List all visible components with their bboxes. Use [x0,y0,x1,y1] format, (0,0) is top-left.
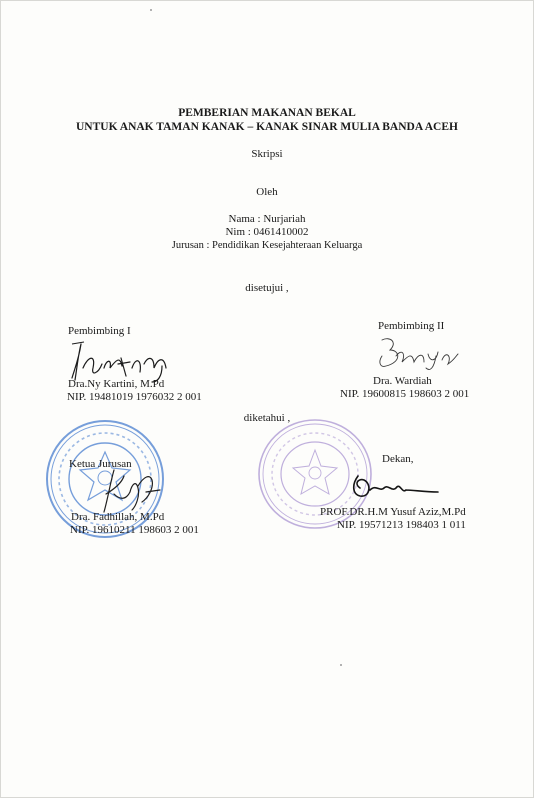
supervisor2-role: Pembimbing II [378,320,445,332]
dean-role: Dekan, [382,453,414,465]
head-of-department-nip: NIP. 19610211 198603 2 001 [70,524,199,536]
title-line-2: UNTUK ANAK TAMAN KANAK – KANAK SINAR MULIA BANDA ACEH [76,121,458,133]
title-line-1: PEMBERIAN MAKANAN BEKAL [178,107,356,119]
by-label: Oleh [256,186,278,198]
supervisor2-name: Dra. Wardiah [373,375,432,387]
supervisor2-signature [372,334,462,374]
author-name: Nama : Nurjariah [228,213,306,225]
author-jurusan: Jurusan : Pendidikan Kesejahteraan Keluarga [171,240,363,251]
scan-speck [340,664,342,666]
head-of-department-signature [96,466,166,516]
dean-name: PROF.DR.H.M Yusuf Aziz,M.Pd [320,506,466,518]
supervisor1-nip: NIP. 19481019 1976032 2 001 [67,391,202,403]
supervisor2-nip: NIP. 19600815 198603 2 001 [340,388,470,400]
known-label: diketahui , [243,412,291,424]
head-of-department-name: Dra. Fadhillah, M.Pd [71,511,165,523]
author-nim: Nim : 0461410002 [225,226,309,238]
approved-label: disetujui , [245,282,289,294]
supervisor1-role: Pembimbing I [68,325,131,337]
supervisor1-name: Dra.Ny Kartini, M.Pd [68,378,165,390]
scan-speck [150,9,152,11]
dean-nip: NIP. 19571213 198403 1 011 [337,519,466,531]
document-type: Skripsi [251,148,283,160]
head-of-department-role: Ketua Jurusan [69,458,132,470]
dean-signature [344,470,444,502]
